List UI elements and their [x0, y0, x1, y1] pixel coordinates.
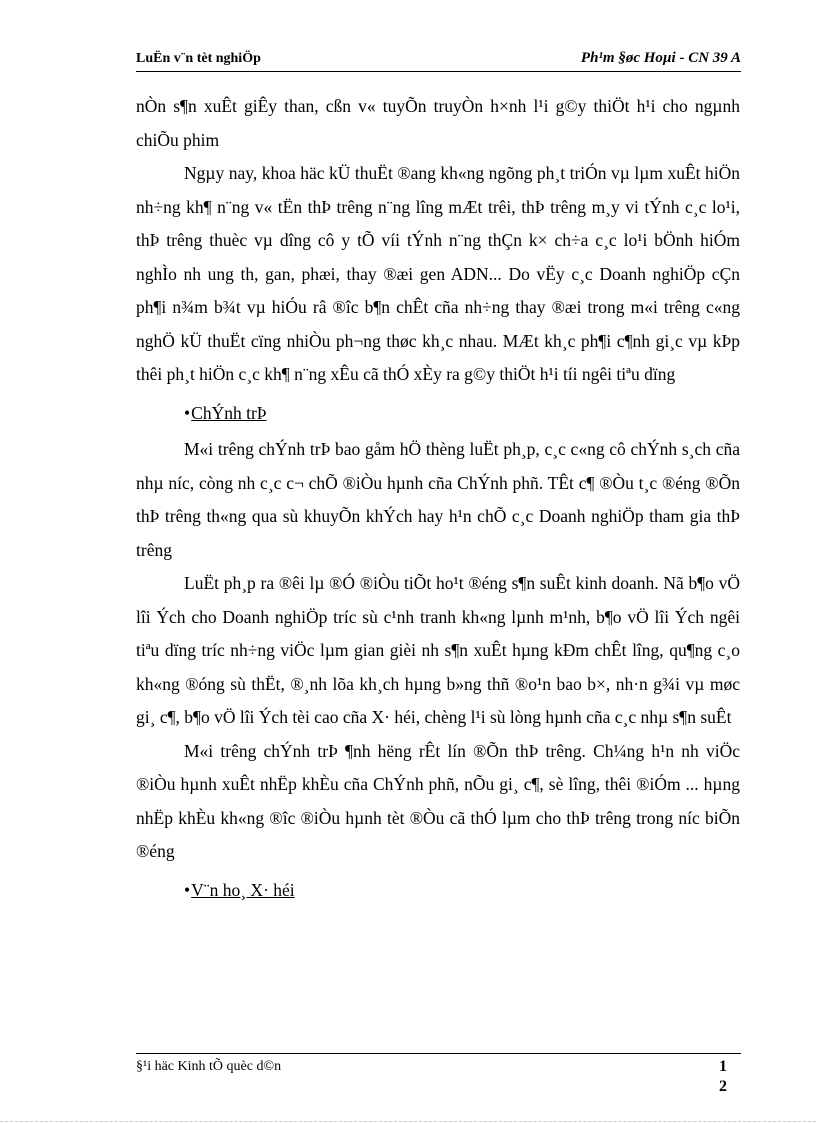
bullet-icon: • — [184, 879, 191, 900]
paragraph-political-influence: M«i trêng chÝnh trÞ ¶nh hëng rÊt lín ®Õn thÞ trêng. Ch¼ng h¹n nh viÖc ®iÒu hµnh xuÊt nhËp khÈu cña ChÝnh phñ, nÕu gi¸ c¶, sè lîng, thêi ®iÓm ... hµng nhËp khÈu kh«ng ®îc ®iÒu hµnh tèt ®Òu cã thÓ lµm cho thÞ trêng trong níc biÕn ®éng — [136, 740, 740, 861]
header-author: Ph¹m §øc Hoµi - CN 39 A — [580, 50, 741, 66]
document-body — [136, 90, 740, 910]
paragraph-technology: Ngµy nay, khoa häc kÜ thuËt ®ang kh«ng ngõng ph¸t triÓn vµ lµm xuÊt hiÖn nh÷ng kh¶ n¨ng v« tËn thÞ trêng n¨ng lîng mÆt trêi, thÞ trêng m¸y vi tÝnh c¸c lo¹i, thÞ trêng thuèc vµ dîng cô y tÕ víi tÝnh n¨ng thÇn k× ch÷a c¸c lo¹i bÖnh hiÓm nghÌo nh ung th, gan, phæi, thay ®æi gen ADN... Do vËy c¸c Doanh nghiÖp cÇn ph¶i n¾m b¾t vµ hiÓu râ ®îc b¶n chÊt cña nh÷ng thay ®æi trong m«i trêng c«ng nghÖ kÜ thuËt cïng nhiÒu ph¬ng thøc kh¸c nhau. MÆt kh¸c ph¶i c¶nh gi¸c vµ kÞp thêi ph¸t hiÖn c¸c kh¶ n¨ng xÊu cã thÓ xÈy ra g©y thiÖt h¹i tíi ngêi tiªu dïng — [136, 163, 740, 384]
page-header — [136, 49, 741, 72]
page-number: 12 — [719, 1058, 727, 1095]
page-boundary — [0, 1121, 816, 1122]
footer-university: §¹i häc Kinh tÕ quèc d©n — [136, 1059, 282, 1074]
paragraph-law: LuËt ph¸p ra ®êi lµ ®Ó ®iÒu tiÕt ho¹t ®éng s¶n suÊt kinh doanh. Nã b¶o vÖ lîi Ých cho Doanh nghiÖp tríc sù c¹nh tranh kh«ng lµnh m¹nh, b¶o vÖ lîi Ých ngêi tiªu dïng tríc nh÷ng viÖc lµm gian gièi nh s¶n xuÊt hµng kÐm chÊt lîng, qu¶ng c¸o kh«ng ®óng sù thËt, ®¸nh lõa kh¸ch hµng b»ng thñ ®o¹n bao b×, nh·n g¾i vµ møc gi¸ c¶, b¶o vÖ lîi Ých tèi cao cña X· héi, chèng l¹i sù lòng hµnh cña c¸c nhµ s¶n suÊt — [136, 573, 740, 727]
bullet-icon: • — [184, 402, 191, 423]
paragraph-political-environment: M«i trêng chÝnh trÞ bao gåm hÖ thèng luËt ph¸p, c¸c c«ng cô chÝnh s¸ch cña nhµ níc, còng nh c¸c c¬ chÕ ®iÒu hµnh cña ChÝnh phñ. TÊt c¶ ®Òu t¸c ®éng ®Õn thÞ trêng th«ng qua sù khuyÕn khÝch hay h¹n chÕ c¸c Doanh nghiÖp tham gia thÞ trêng — [136, 439, 740, 560]
page-footer — [136, 1053, 741, 1104]
section-heading-politics — [136, 397, 740, 431]
section-heading-label: ChÝnh trÞ — [191, 402, 267, 423]
section-heading-label: V¨n ho¸ X· héi — [191, 879, 295, 900]
section-heading-culture-society — [136, 874, 740, 908]
header-document-title: LuËn v¨n tèt nghiÖp — [136, 51, 261, 66]
paragraph-continuation: nÒn s¶n xuÊt giÊy than, cßn v« tuyÕn truyÒn h×nh l¹i g©y thiÖt h¹i cho ngµnh chiÕu phim — [136, 96, 740, 150]
